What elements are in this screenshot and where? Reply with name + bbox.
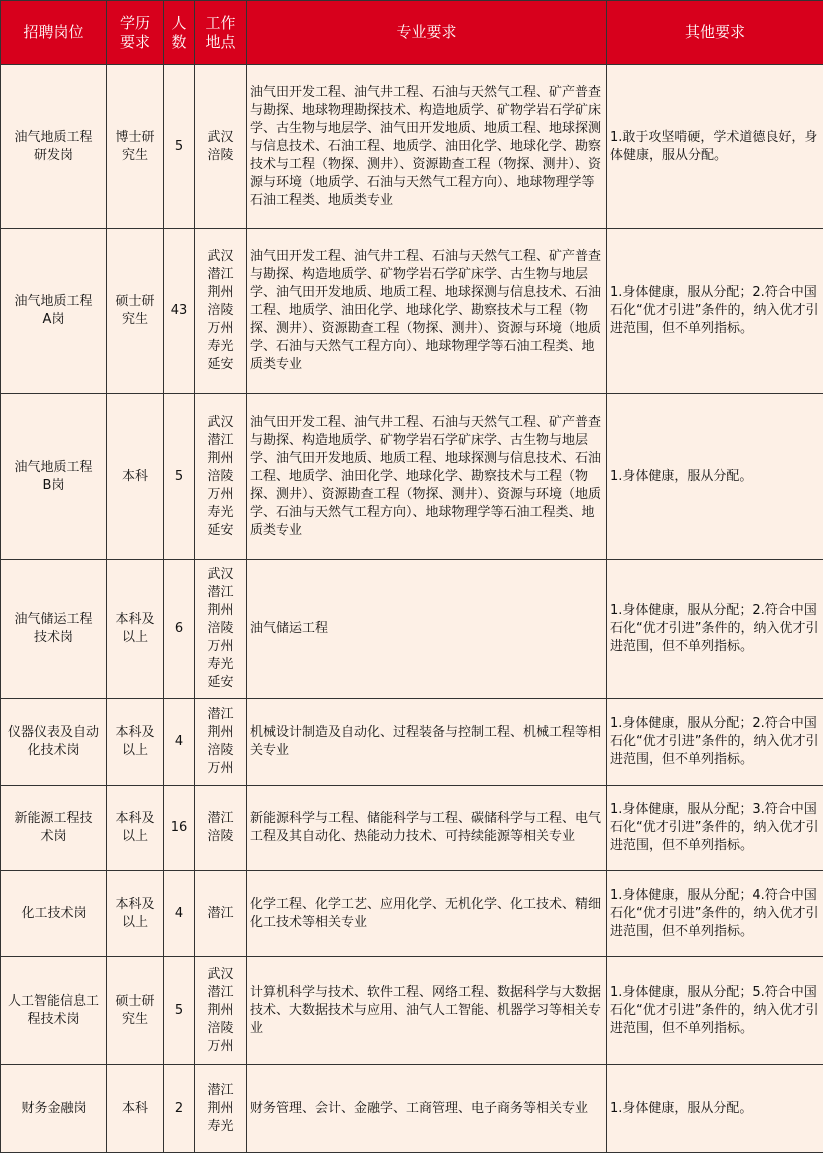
education-cell-text: 本科及以上 xyxy=(115,896,155,930)
major-cell-text: 化学工程、化学工艺、应用化学、无机化学、化工技术、精细化工技术等相关专业 xyxy=(250,896,602,930)
other-cell-text: 1.身体健康，服从分配；2.符合中国石化“优才引进”条件的，纳入优才引进范围，但不单列指标。 xyxy=(610,716,819,767)
education-cell-text: 本科及以上 xyxy=(115,811,155,844)
header-position: 招聘岗位 xyxy=(1,1,107,65)
other-cell xyxy=(607,957,823,1065)
position-cell-text: 油气地质工程B岗 xyxy=(14,459,93,493)
position-cell-text: 油气储运工程技术岗 xyxy=(14,612,93,645)
position-cell-text: 新能源工程技术岗 xyxy=(14,811,93,844)
position-cell xyxy=(1,871,107,957)
count-cell-text: 5 xyxy=(174,468,184,484)
other-cell xyxy=(607,699,823,786)
count-cell xyxy=(164,871,195,957)
major-cell xyxy=(247,699,607,786)
education-cell-text: 本科 xyxy=(121,1100,148,1116)
header-education: 学历要求 xyxy=(107,1,164,65)
count-cell xyxy=(164,229,195,394)
header-location: 工作地点 xyxy=(195,1,247,65)
table-row xyxy=(1,65,823,229)
major-cell xyxy=(247,1065,607,1153)
education-cell xyxy=(107,65,164,229)
count-cell xyxy=(164,394,195,560)
major-cell-text: 油气田开发工程、油气井工程、石油与天然气工程、矿产普查与勘探、构造地质学、矿物学岩石学矿床学、古生物与地层学、油气田开发地质、地质工程、地球探测与信息技术、石油工程、地质学、油田化学、地球化学、勘察技术与工程（物探、测井）、资源勘查工程（物探、测井）、资源与环境（地质学、石油与天然气工程方向）、地球物理学等石油工程类、地质类专业 xyxy=(250,249,602,372)
position-cell-text: 人工智能信息工程技术岗 xyxy=(7,993,99,1027)
location-cell xyxy=(195,957,247,1065)
table-row xyxy=(1,957,823,1065)
education-cell xyxy=(107,560,164,699)
other-cell-text: 1.身体健康，服从分配。 xyxy=(610,468,753,484)
major-cell-text: 财务管理、会计、金融学、工商管理、电子商务等相关专业 xyxy=(250,1100,589,1116)
location-cell xyxy=(195,229,247,394)
header-major: 专业要求 xyxy=(247,1,607,65)
education-cell-text: 本科及以上 xyxy=(115,612,155,645)
major-cell xyxy=(247,394,607,560)
count-cell-text: 4 xyxy=(174,734,184,749)
count-cell xyxy=(164,957,195,1065)
major-cell-text: 机械设计制造及自动化、过程装备与控制工程、机械工程等相关专业 xyxy=(250,725,602,758)
position-cell-text: 油气地质工程研发岗 xyxy=(14,129,93,163)
position-cell-text: 油气地质工程A岗 xyxy=(14,294,93,327)
position-cell xyxy=(1,229,107,394)
other-cell xyxy=(607,65,823,229)
other-cell xyxy=(607,560,823,699)
location-cell-text: 武汉涪陵 xyxy=(207,129,234,163)
education-cell xyxy=(107,1065,164,1153)
location-cell-text: 武汉潜江荆州涪陵万州寿光延安 xyxy=(207,414,234,538)
header-count: 人数 xyxy=(164,1,195,65)
other-cell-text: 1.身体健康，服从分配；3.符合中国石化“优才引进”条件的，纳入优才引进范围，但不单列指标。 xyxy=(610,802,819,853)
position-cell xyxy=(1,699,107,786)
education-cell-text: 本科及以上 xyxy=(115,725,155,758)
major-cell xyxy=(247,65,607,229)
location-cell xyxy=(195,1065,247,1153)
other-cell xyxy=(607,229,823,394)
location-cell xyxy=(195,871,247,957)
major-cell-text: 油气田开发工程、油气井工程、石油与天然气工程、矿产普查与勘探、地球物理勘探技术、构造地质学、矿物学岩石学矿床学、古生物与地层学、油气田开发地质、地质工程、地球探测与信息技术、石油工程、地质学、油田化学、地球化学、勘察技术与工程（物探、测井）、资源勘查工程（物探、测井）、资源与环境（地质学、石油与天然气工程方向）、地球物理学等石油工程类、地质类专业 xyxy=(250,84,602,208)
location-cell-text: 武汉潜江荆州涪陵万州 xyxy=(207,966,234,1054)
other-cell-text: 1.身体健康，服从分配；2.符合中国石化“优才引进”条件的，纳入优才引进范围，但不单列指标。 xyxy=(610,603,819,654)
location-cell-text: 潜江荆州涪陵万州 xyxy=(207,707,234,776)
table-header-row xyxy=(1,1,823,65)
education-cell xyxy=(107,957,164,1065)
position-cell xyxy=(1,394,107,560)
location-cell-text: 潜江涪陵 xyxy=(207,811,234,844)
location-cell xyxy=(195,699,247,786)
location-cell xyxy=(195,560,247,699)
major-cell xyxy=(247,786,607,871)
major-cell-text: 油气储运工程 xyxy=(250,621,329,636)
education-cell-text: 硕士研究生 xyxy=(115,294,155,327)
position-cell xyxy=(1,560,107,699)
other-cell-text: 1.敢于攻坚啃硬，学术道德良好，身体健康，服从分配。 xyxy=(610,129,818,163)
count-cell-text: 6 xyxy=(174,621,184,636)
table-row xyxy=(1,394,823,560)
other-cell-text: 1.身体健康，服从分配。 xyxy=(610,1100,753,1116)
table-row xyxy=(1,786,823,871)
position-cell xyxy=(1,957,107,1065)
count-cell-text: 5 xyxy=(174,1002,184,1018)
count-cell xyxy=(164,560,195,699)
position-cell-text: 仪器仪表及自动化技术岗 xyxy=(7,725,99,758)
count-cell-text: 43 xyxy=(170,303,188,318)
other-cell xyxy=(607,1065,823,1153)
count-cell-text: 4 xyxy=(174,905,184,921)
education-cell-text: 硕士研究生 xyxy=(115,993,155,1027)
major-cell-text: 新能源科学与工程、储能科学与工程、碳储科学与工程、电气工程及其自动化、热能动力技术、可持续能源等相关专业 xyxy=(250,811,602,844)
major-cell-text: 油气田开发工程、油气井工程、石油与天然气工程、矿产普查与勘探、构造地质学、矿物学岩石学矿床学、古生物与地层学、油气田开发地质、地质工程、地球探测与信息技术、石油工程、地质学、油田化学、地球化学、勘察技术与工程（物探、测井）、资源勘查工程（物探、测井）、资源与环境（地质学、石油与天然气工程方向）、地球物理学等石油工程类、地质类专业 xyxy=(250,414,602,538)
location-cell xyxy=(195,394,247,560)
other-cell xyxy=(607,786,823,871)
location-cell-text: 潜江荆州寿光 xyxy=(207,1082,234,1134)
location-cell xyxy=(195,786,247,871)
location-cell-text: 武汉潜江荆州涪陵万州寿光延安 xyxy=(207,249,234,372)
location-cell-text: 潜江 xyxy=(207,905,234,921)
table-row xyxy=(1,560,823,699)
position-cell-text: 财务金融岗 xyxy=(21,1100,87,1116)
count-cell-text: 2 xyxy=(174,1100,184,1116)
position-cell xyxy=(1,1065,107,1153)
count-cell xyxy=(164,1065,195,1153)
header-other: 其他要求 xyxy=(607,1,823,65)
count-cell xyxy=(164,786,195,871)
position-cell-text: 化工技术岗 xyxy=(21,905,87,921)
count-cell-text: 5 xyxy=(174,138,184,154)
major-cell-text: 计算机科学与技术、软件工程、网络工程、数据科学与大数据技术、大数据技术与应用、油气人工智能、机器学习等相关专业 xyxy=(250,984,602,1036)
education-cell xyxy=(107,394,164,560)
education-cell-text: 本科 xyxy=(121,468,148,484)
education-cell xyxy=(107,229,164,394)
table-row xyxy=(1,229,823,394)
education-cell xyxy=(107,699,164,786)
position-cell xyxy=(1,65,107,229)
major-cell xyxy=(247,871,607,957)
major-cell xyxy=(247,957,607,1065)
count-cell-text: 16 xyxy=(170,820,188,835)
position-cell xyxy=(1,786,107,871)
education-cell xyxy=(107,786,164,871)
education-cell-text: 博士研究生 xyxy=(115,129,155,163)
education-cell xyxy=(107,871,164,957)
other-cell xyxy=(607,871,823,957)
table-row xyxy=(1,1065,823,1153)
major-cell xyxy=(247,560,607,699)
location-cell-text: 武汉潜江荆州涪陵万州寿光延安 xyxy=(207,567,234,690)
count-cell xyxy=(164,65,195,229)
other-cell-text: 1.身体健康，服从分配；2.符合中国石化“优才引进”条件的，纳入优才引进范围，但不单列指标。 xyxy=(610,285,819,336)
major-cell xyxy=(247,229,607,394)
count-cell xyxy=(164,699,195,786)
table-row xyxy=(1,871,823,957)
other-cell xyxy=(607,394,823,560)
other-cell-text: 1.身体健康，服从分配；5.符合中国石化“优才引进”条件的，纳入优才引进范围，但不单列指标。 xyxy=(610,984,819,1036)
location-cell xyxy=(195,65,247,229)
other-cell-text: 1.身体健康，服从分配；4.符合中国石化“优才引进”条件的，纳入优才引进范围，但不单列指标。 xyxy=(610,887,819,939)
table-row xyxy=(1,699,823,786)
